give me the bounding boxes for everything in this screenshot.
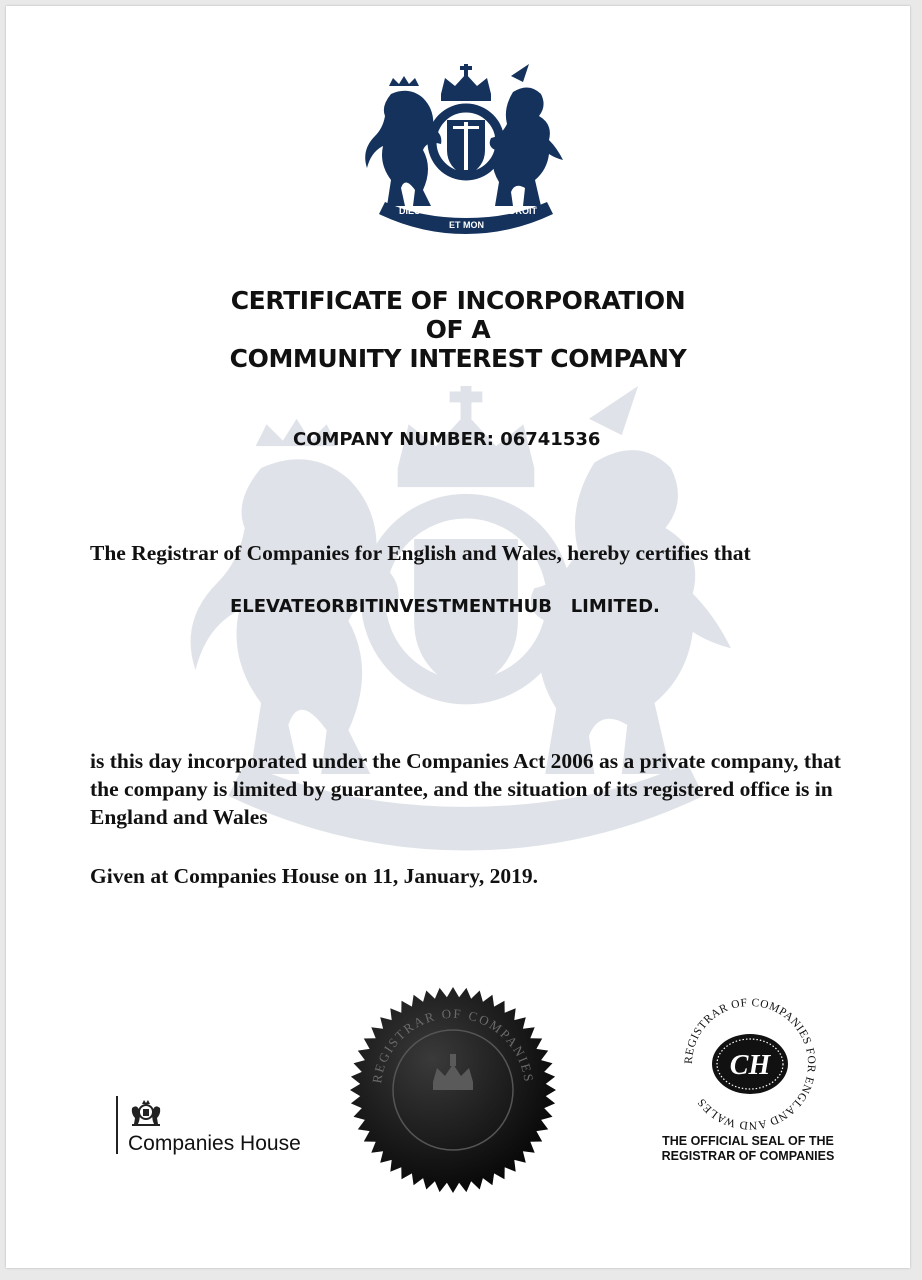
crest-motto-right: DROIT	[509, 206, 537, 216]
certificate-page	[6, 6, 910, 1268]
crest-motto-left: DIEU	[399, 206, 421, 216]
companies-house-label: Companies House	[128, 1132, 301, 1155]
company-name: ELEVATEORBITINVESTMENTHUB LIMITED.	[230, 596, 660, 617]
seal-caption-line-2: REGISTRAR OF COMPANIES	[661, 1149, 835, 1163]
small-crest-icon	[128, 1098, 164, 1128]
seal-caption-line-1: THE OFFICIAL SEAL OF THE	[662, 1134, 834, 1148]
crest-motto-center: ET MON	[449, 220, 484, 230]
logo-divider	[116, 1096, 118, 1154]
given-date-statement: Given at Companies House on 11, January, 2019.	[90, 864, 538, 888]
title-line-1: CERTIFICATE OF INCORPORATION	[230, 286, 686, 315]
official-seal-caption	[646, 1134, 850, 1164]
certifies-statement: The Registrar of Companies for English and Wales, hereby certifies that	[90, 541, 751, 565]
official-seal-monogram: CH	[729, 1050, 771, 1081]
title-line-2: OF A	[425, 315, 491, 344]
black-seal-text: REGISTRAR OF COMPANIES	[369, 1005, 537, 1085]
royal-crest	[361, 64, 571, 236]
certificate-title	[6, 286, 910, 373]
company-number: COMPANY NUMBER: 06741536	[293, 429, 601, 450]
title-line-3: COMMUNITY INTEREST COMPANY	[229, 344, 687, 373]
incorporation-statement: is this day incorporated under the Companies Act 2006 as a private company, that the company is limited by guarantee, and the situation of its registered office is in England and Wales	[90, 749, 841, 829]
official-registrar-seal	[679, 993, 821, 1135]
black-embossed-seal	[349, 986, 557, 1194]
official-seal-ring-text: REGISTRAR OF COMPANIES FOR ENGLAND AND WALES	[682, 996, 818, 1132]
